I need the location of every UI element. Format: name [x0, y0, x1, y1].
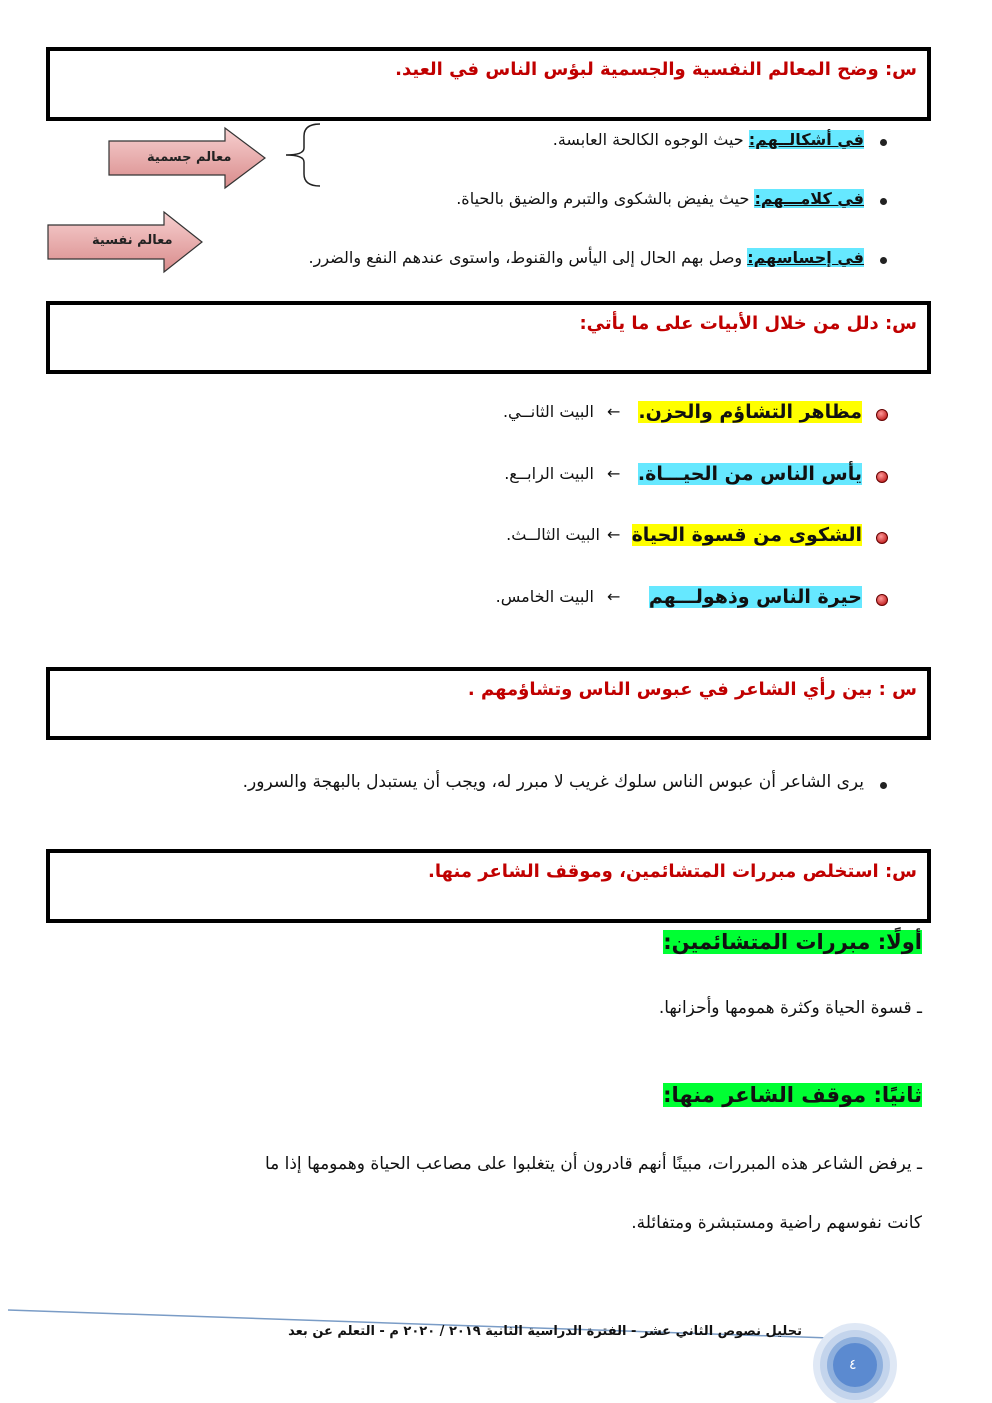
second-heading: ثانيًا: موقف الشاعر منها: [663, 1083, 922, 1107]
list-item: في أشكالــهم: حيث الوجوه الكالحة العابسة. [552, 130, 864, 149]
bullet [880, 139, 887, 146]
question-box-2 [46, 301, 931, 374]
red-bullet-icon [876, 471, 888, 483]
footer-decoration [0, 1300, 992, 1403]
list-item: حيرة الناس وذهولـــهم [648, 586, 862, 608]
arrow-left-icon: ← [607, 464, 621, 483]
second-text-line-2: كانت نفوسهم راضية ومستبشرة ومتفائلة. [631, 1213, 922, 1233]
question-box-1 [46, 47, 931, 121]
verse-ref: البيت الخامس. [495, 587, 594, 606]
footer-text: تحليل نصوص الثاني عشر - الفترة الدراسية الثانية ٢٠١٩ / ٢٠٢٠ م - التعلم عن بعد [288, 1324, 802, 1339]
arrow-physical-label: معالم جسمية [147, 150, 232, 165]
question-box-3 [46, 667, 931, 740]
list-item: يأس الناس من الحيـــاة. [637, 463, 862, 485]
brace-icon [282, 122, 324, 188]
arrow-left-icon: ← [607, 402, 621, 421]
red-bullet-icon [876, 409, 888, 421]
bullet [880, 782, 887, 789]
question-1: س: وضح المعالم النفسية والجسمية لبؤس الناس في العيد. [395, 59, 917, 80]
bullet [880, 257, 887, 264]
page-number: ٤ [849, 1357, 857, 1373]
question-box-4 [46, 849, 931, 923]
verse-ref: البيت الثالــث. [506, 525, 600, 544]
verse-ref: البيت الرابــع. [504, 464, 594, 483]
red-bullet-icon [876, 532, 888, 544]
second-text-line-1: ـ يرفض الشاعر هذه المبررات، مبينًا أنهم قادرون أن يتغلبوا على مصاعب الحياة وهمومها إذا ما [264, 1154, 922, 1174]
list-item: الشكوى من قسوة الحياة [631, 524, 862, 546]
answer-3: يرى الشاعر أن عبوس الناس سلوك غريب لا مبرر له، ويجب أن يستبدل بالبهجة والسرور. [242, 772, 864, 792]
list-item: مظاهر التشاؤم والحزن. [638, 401, 862, 423]
question-2: س: دلل من خلال الأبيات على ما يأتي: [579, 313, 917, 334]
bullet [880, 198, 887, 205]
arrow-left-icon: ← [607, 587, 621, 606]
first-text: ـ قسوة الحياة وكثرة همومها وأحزانها. [658, 998, 922, 1018]
red-bullet-icon [876, 594, 888, 606]
arrow-left-icon: ← [607, 525, 621, 544]
arrow-psych-label: معالم نفسية [92, 233, 173, 248]
question-4: س: استخلص مبررات المتشائمين، وموقف الشاعر منها. [428, 861, 917, 882]
question-3: س : بين رأي الشاعر في عبوس الناس وتشاؤمهم . [467, 679, 917, 700]
list-item: في إحساسهم: وصل بهم الحال إلى اليأس والقنوط، واستوى عندهم النفع والضرر. [308, 248, 864, 267]
verse-ref: البيت الثانــي. [502, 402, 594, 421]
list-item: في كلامـــهم: حيث يفيض بالشكوى والتبرم والضيق بالحياة. [456, 189, 864, 208]
first-heading: أولًا: مبررات المتشائمين: [663, 930, 922, 954]
